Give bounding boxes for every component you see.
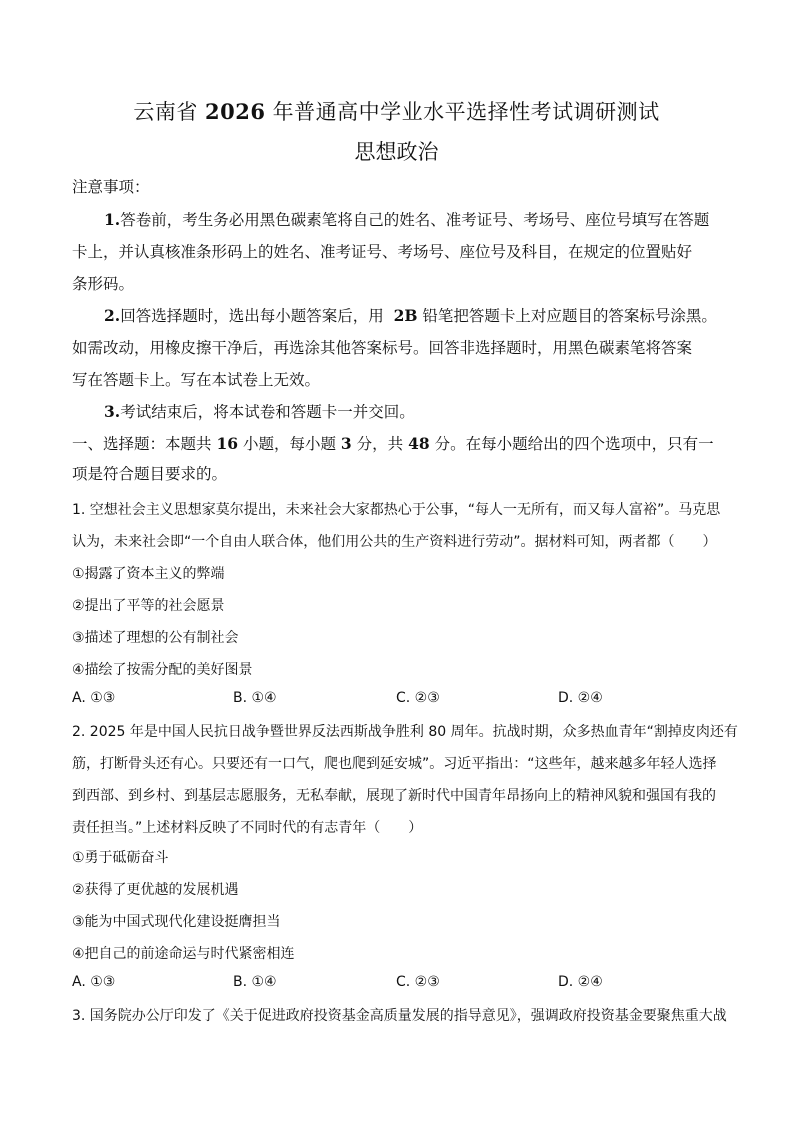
question-2-option-d[interactable]: D. ②④ [558,974,603,990]
title-suffix: 年普通高中学业水平选择性考试调研测试 [265,100,660,124]
question-2-statement-3: ③能为中国式现代化建设挺膺担当 [72,914,281,930]
question-1-line1: 1. 空想社会主义思想家莫尔提出，未来社会大家都热心于公事，“每人一无所有，而又每人富裕”。马克思 [72,502,721,518]
question-1-statement-3: ③描述了理想的公有制社会 [72,630,239,646]
question-1-statement-2: ②提出了平等的社会愿景 [72,598,225,614]
question-1-option-c[interactable]: C. ②③ [396,690,440,706]
question-2-option-b[interactable]: B. ①④ [233,974,277,990]
notice-item-1-line2: 卡上，并认真核准条形码上的姓名、准考证号、考场号、座位号及科目，在规定的位置贴好 [72,243,693,261]
question-2-line1: 2. 2025 年是中国人民抗日战争暨世界反法西斯战争胜利 80 周年。抗战时期，众多热血青年“割掉皮肉还有 [72,724,738,740]
question-1-statement-4: ④描绘了按需分配的美好图景 [72,662,253,678]
section-heading: 一、选择题：本题共 16 小题，每小题 3 分，共 48 分。在每小题给出的四个选项中，只有一 [72,434,714,453]
question-2-statement-1: ①勇于砥砺奋斗 [72,850,169,866]
notice-item-3: 3.考试结束后，将本试卷和答题卡一并交回。 [104,402,415,421]
question-1-statement-1: ①揭露了资本主义的弊端 [72,566,225,582]
question-2-statement-2: ②获得了更优越的发展机遇 [72,882,239,898]
notice-heading: 注意事项： [72,178,150,196]
question-2-option-c[interactable]: C. ②③ [396,974,440,990]
notice-item-1-line3: 条形码。 [72,275,135,293]
notice-item-2: 2.回答选择题时，选出每小题答案后，用 2B 铅笔把答题卡上对应题目的答案标号涂黑。 [104,306,717,325]
question-1-option-d[interactable]: D. ②④ [558,690,603,706]
title-prefix: 云南省 [133,100,206,124]
subject-title: 思想政治 [354,140,439,164]
question-1-option-a[interactable]: A. ①③ [72,690,116,706]
question-2-line4: 责任担当。”上述材料反映了不同时代的有志青年（ ） [72,820,423,836]
notice-item-2-line2: 如需改动，用橡皮擦干净后，再选涂其他答案标号。回答非选择题时，用黑色碳素笔将答案 [72,339,693,357]
section-heading-line2: 项是符合题目要求的。 [72,465,228,483]
title-year: 2026 [205,99,266,124]
page-title [0,96,793,126]
question-3-line1: 3. 国务院办公厅印发了《关于促进政府投资基金高质量发展的指导意见》，强调政府投资基金要聚焦重大战 [72,1008,727,1024]
question-2-statement-4: ④把自己的前途命运与时代紧密相连 [72,946,295,962]
notice-item-1: 1.答卷前，考生务必用黑色碳素笔将自己的姓名、准考证号、考场号、座位号填写在答题 [104,210,710,229]
notice-item-2-line3: 写在答题卡上。写在本试卷上无效。 [72,371,321,389]
question-1-option-b[interactable]: B. ①④ [233,690,277,706]
question-2-line2: 筋，打断骨头还有心。只要还有一口气，爬也爬到延安城”。习近平指出：“这些年，越来越多年轻人选择 [72,756,717,772]
question-2-option-a[interactable]: A. ①③ [72,974,116,990]
question-1-line2: 认为，未来社会即“一个自由人联合体，他们用公共的生产资料进行劳动”。据材料可知，两者都（ ） [72,534,717,550]
question-2-line3: 到西部、到乡村、到基层志愿服务，无私奉献，展现了新时代中国青年昂扬向上的精神风貌和强国有我的 [72,788,716,804]
